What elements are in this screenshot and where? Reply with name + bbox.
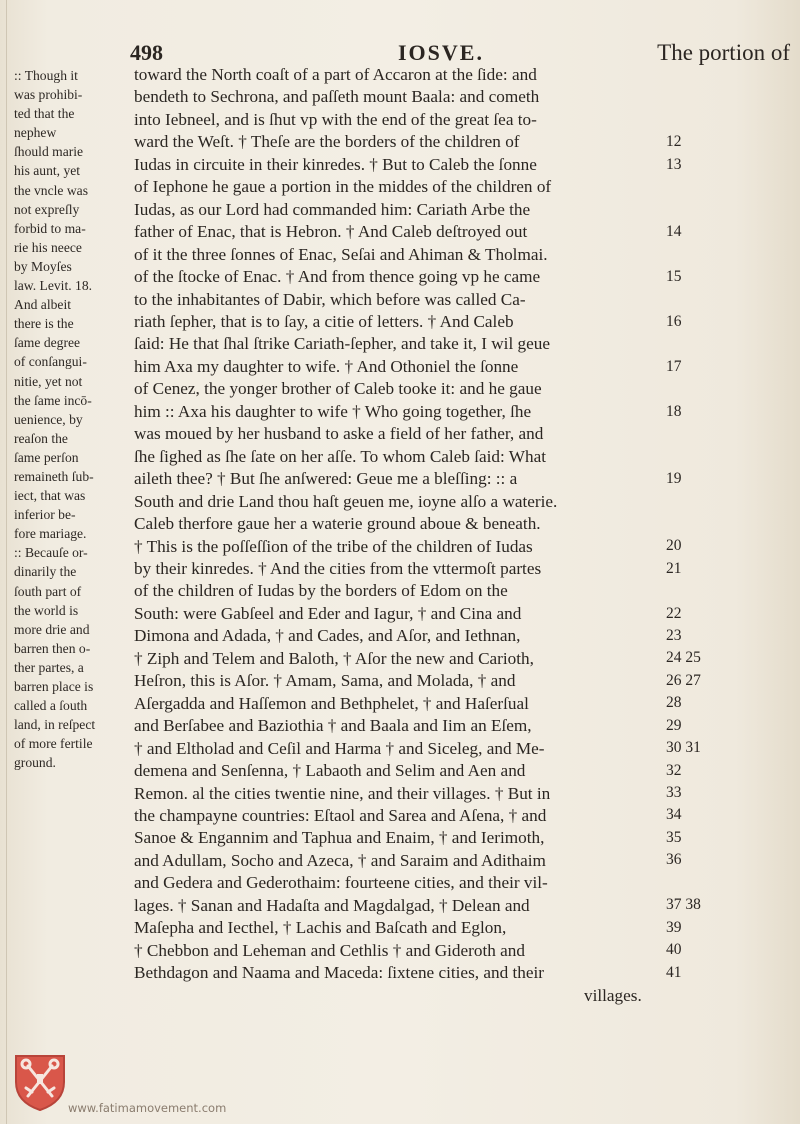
margin-note-line: ſouth part of <box>14 583 82 599</box>
margin-note-line: of more fertile <box>14 736 93 752</box>
verse-number: 23 <box>666 626 682 644</box>
text-line: South: were Gabſeel and Eder and Iagur, † and Cina and <box>134 603 522 623</box>
page-gutter-edge <box>6 0 7 1124</box>
margin-note-line: inferior be- <box>14 507 76 523</box>
margin-note-line: law. Levit. 18. <box>14 278 93 294</box>
verse-number <box>666 199 706 221</box>
text-line: into Iebneel, and is ſhut vp with the end of the great ſea to- <box>134 109 537 129</box>
verse-number: 18 <box>666 402 682 420</box>
margin-note-line: his aunt, yet <box>14 163 81 179</box>
text-line: lages. † Sanan and Hadaſta and Magdalgad, † Delean and <box>134 895 530 915</box>
verse-number: 24 25 <box>666 649 701 667</box>
text-line: Aſergadda and Haſſemon and Bethphelet, † and Haſerſual <box>134 693 529 713</box>
running-head-right: The portion of <box>657 40 790 65</box>
margin-note-line: remaineth ſub- <box>14 468 94 484</box>
text-line: and Berſabee and Baziothia † and Baala and Iim an Eſem, <box>134 716 532 736</box>
text-line: Dimona and Adada, † and Cades, and Aſor, and Iethnan, <box>134 626 521 646</box>
margin-note-line: ſhould marie <box>14 144 84 160</box>
margin-note-line: reaſon the <box>14 430 68 446</box>
verse-number: 39 <box>666 918 682 936</box>
text-line: † Ziph and Telem and Baloth, † Aſor the new and Carioth, <box>134 648 534 668</box>
margin-note-line: ſame perſon <box>14 449 79 465</box>
verse-number <box>666 984 706 1006</box>
text-line: of Cenez, the yonger brother of Caleb tooke it: and he gaue <box>134 379 542 399</box>
verse-number <box>666 244 706 266</box>
text-line: Remon. al the cities twentie nine, and their villages. † But in <box>134 783 551 803</box>
text-line: ſhe ſighed as ſhe ſate on her aſſe. To whom Caleb ſaid: What <box>134 446 546 466</box>
margin-note-line: the vncle was <box>14 182 88 198</box>
margin-note-line: rie his neece <box>14 239 82 255</box>
verse-number <box>666 423 706 445</box>
margin-note-line: more drie and <box>14 621 90 637</box>
margin-note-line: not expreſly <box>14 201 80 217</box>
margin-note-line: land, in reſpect <box>14 717 96 733</box>
text-line: Iudas, as our Lord had commanded him: Cariath Arbe the <box>134 199 531 219</box>
text-line: ward the Weſt. † Theſe are the borders of the children of <box>134 132 520 152</box>
margin-note-line: ted that the <box>14 106 75 122</box>
verse-number: 28 <box>666 694 682 712</box>
verse-number: 29 <box>666 716 682 734</box>
verse-number: 21 <box>666 559 682 577</box>
margin-note-line: fore mariage. <box>14 526 87 542</box>
margin-note-line: nitie, yet not <box>14 373 83 389</box>
verse-number: 41 <box>666 963 682 981</box>
verse-number: 19 <box>666 469 682 487</box>
text-line: him :: Axa his daughter to wife † Who going together, ſhe <box>134 401 532 421</box>
margin-note-line: nephew <box>14 125 57 141</box>
verse-number: 12 <box>666 133 682 151</box>
verse-number <box>666 872 706 894</box>
verse-number: 37 38 <box>666 896 701 914</box>
verse-number <box>666 176 706 198</box>
verse-number: 22 <box>666 604 682 622</box>
verse-number <box>666 445 706 467</box>
verse-number <box>666 288 706 310</box>
margin-note-line: And albeit <box>14 297 72 313</box>
text-line: Heſron, this is Aſor. † Amam, Sama, and Molada, † and <box>134 671 516 691</box>
verse-number: 14 <box>666 223 682 241</box>
margin-note-line: called a ſouth <box>14 698 88 714</box>
text-line: † This is the poſſeſſion of the tribe of the children of Iudas <box>134 536 533 556</box>
papal-keys-shield-icon <box>12 1052 68 1112</box>
margin-note-line: uenience, by <box>14 411 83 427</box>
verse-number <box>666 109 706 131</box>
text-line: Caleb therfore gaue her a waterie ground aboue & beneath. <box>134 514 541 534</box>
verse-number-column <box>666 64 706 1006</box>
verse-number: 35 <box>666 828 682 846</box>
margin-note-line: ſame degree <box>14 335 81 351</box>
verse-number: 17 <box>666 357 682 375</box>
verse-number <box>666 580 706 602</box>
text-line: of the children of Iudas by the borders of Edom on the <box>134 581 508 601</box>
text-line: and Gedera and Gederothaim: fourteene cities, and their vil- <box>134 873 548 893</box>
margin-note-line: there is the <box>14 316 74 332</box>
verse-number: 34 <box>666 806 682 824</box>
text-line: Maſepha and Iecthel, † Lachis and Baſcath and Eglon, <box>134 918 507 938</box>
verse-number: 16 <box>666 312 682 330</box>
text-line: was moued by her husband to aske a field of her father, and <box>134 424 544 444</box>
text-line: Sanoe & Engannim and Taphua and Enaim, † and Ierimoth, <box>134 828 545 848</box>
text-line: of it the three ſonnes of Enac, Seſai and Ahiman & Tholmai. <box>134 244 548 264</box>
verse-number: 40 <box>666 941 682 959</box>
margin-note-line: :: Becauſe or- <box>14 545 88 561</box>
scripture-text-column <box>134 64 664 1007</box>
margin-note-line: :: Though it <box>14 68 78 83</box>
text-line: to the inhabitantes of Dabir, which before was called Ca- <box>134 289 526 309</box>
margin-note-line: the ſame incō- <box>14 392 92 408</box>
text-line: ſaid: He that ſhal ſtrike Cariath-ſepher, and take it, I wil geue <box>134 334 550 354</box>
verse-number <box>666 333 706 355</box>
verse-number <box>666 86 706 108</box>
margin-note-line: by Moyſes <box>14 258 72 274</box>
text-line: Bethdagon and Naama and Maceda: ſixtene cities, and their <box>134 963 544 983</box>
verse-number: 26 27 <box>666 671 701 689</box>
text-line: and Adullam, Socho and Azeca, † and Saraim and Adithaim <box>134 850 546 870</box>
text-line: † and Eltholad and Ceſil and Harma † and Siceleg, and Me- <box>134 738 545 758</box>
verse-number: 30 31 <box>666 739 701 757</box>
verse-number: 32 <box>666 761 682 779</box>
running-title: IOSVE. <box>398 40 484 65</box>
margin-note-line: dinarily the <box>14 564 77 580</box>
verse-number <box>666 378 706 400</box>
verse-number: 15 <box>666 267 682 285</box>
margin-note-line: of conſangui- <box>14 354 87 370</box>
text-line: riath ſepher, that is to ſay, a citie of letters. † And Caleb <box>134 311 514 331</box>
text-line: the champayne countries: Eſtaol and Sarea and Aſena, † and <box>134 805 547 825</box>
marginal-annotation <box>14 66 128 772</box>
page-number: 498 <box>130 40 163 65</box>
text-line: father of Enac, that is Hebron. † And Caleb deſtroyed out <box>134 222 528 242</box>
margin-note-line: barren then o- <box>14 640 91 656</box>
verse-number <box>666 490 706 512</box>
verse-number: 20 <box>666 537 682 555</box>
footer-website-url[interactable]: www.fatimamovement.com <box>68 1101 227 1115</box>
verse-number <box>666 513 706 535</box>
text-line: villages. <box>584 985 642 1005</box>
verse-number: 13 <box>666 155 682 173</box>
text-line: demena and Senſenna, † Labaoth and Selim and Aen and <box>134 761 526 781</box>
text-line: bendeth to Sechrona, and paſſeth mount Baala: and cometh <box>134 87 540 107</box>
margin-note-line: forbid to ma- <box>14 220 86 236</box>
text-line: aileth thee? † But ſhe anſwered: Geue me a bleſſing: :: a <box>134 469 518 489</box>
margin-note-line: ther partes, a <box>14 659 84 675</box>
margin-note-line: was prohibi- <box>14 87 83 103</box>
margin-note-line: barren place is <box>14 679 94 694</box>
text-line: South and drie Land thou haſt geuen me, ioyne alſo a waterie. <box>134 491 558 511</box>
margin-note-line: the world is <box>14 602 79 618</box>
text-line: of the ſtocke of Enac. † And from thence going vp he came <box>134 267 541 287</box>
verse-number: 33 <box>666 784 682 801</box>
margin-note-line: iect, that was <box>14 488 86 504</box>
text-line: † Chebbon and Leheman and Cethlis † and Gideroth and <box>134 940 525 960</box>
text-line: by their kinredes. † And the cities from the vttermoſt partes <box>134 558 542 578</box>
text-line: of Iephone he gaue a portion in the middes of the children of <box>134 177 552 197</box>
margin-note-line: ground. <box>14 755 56 771</box>
text-line: toward the North coaſt of a part of Accaron at the ſide: and <box>134 65 537 84</box>
verse-number: 36 <box>666 851 682 869</box>
text-line: Iudas in circuite in their kinredes. † But to Caleb the ſonne <box>134 154 537 174</box>
text-line: him Axa my daughter to wife. † And Othoniel the ſonne <box>134 356 519 376</box>
verse-number <box>666 64 706 86</box>
